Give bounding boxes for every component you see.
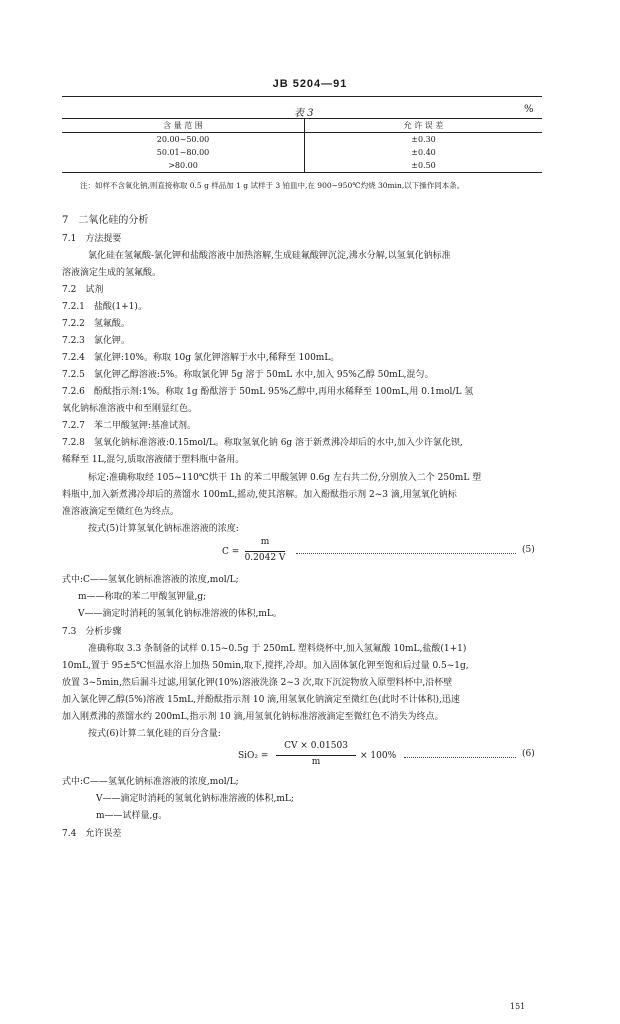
- table-header-range: 含 量 范 围: [62, 119, 305, 133]
- formula-5-lhs: C =: [222, 547, 240, 557]
- formula-5-where: V——滴定时消耗的氢氧化钠标准溶液的体积,mL。: [78, 609, 282, 619]
- calibration-line: 按式(5)计算氢氧化钠标准溶液的浓度:: [88, 524, 239, 534]
- section-7-4-title: 7.4 允许误差: [62, 829, 122, 839]
- procedure-line: 加入氯化钾乙醇(5%)溶液 15mL,并酚酞指示剂 10 滴,用氢氧化钠滴定至微红色(此时不计体积),迅速: [62, 695, 460, 705]
- formula-6-where: V——滴定时消耗的氢氧化钠标准溶液的体积,mL;: [96, 794, 294, 804]
- method-summary-line: 溶液滴定生成的氢氟酸。: [62, 268, 162, 278]
- formula-6-where: m——试样量,g。: [96, 811, 168, 821]
- table-header-tolerance: 允 许 误 差: [305, 119, 543, 133]
- reagent-item: 7.2.3 氯化钾。: [62, 336, 130, 346]
- section-7-2-title: 7.2 试剂: [62, 285, 104, 295]
- procedure-line: 按式(6)计算二氧化硅的百分含量:: [88, 729, 221, 739]
- formula-6-denominator: m: [311, 757, 321, 767]
- page-number: 151: [510, 1002, 526, 1011]
- table-cell-tolerance: ±0.40: [411, 148, 436, 157]
- formula-5-where: 式中:C——氢氧化钠标准溶液的浓度,mol/L;: [62, 575, 239, 585]
- formula-6-lhs: SiO₂ =: [238, 751, 269, 761]
- section-7-title: 7 二氧化硅的分析: [62, 215, 149, 226]
- reagent-continuation: 稀释至 1L,混匀,质取溶液储于塑料瓶中备用。: [62, 455, 245, 465]
- procedure-line: 放置 3~5min,然后漏斗过滤,用氯化钾(10%)溶液洗涤 2~3 次,取下沉淀物放入原塑料杯中,沿杯壁: [62, 678, 453, 688]
- table-cell-range: 20.00~50.00: [62, 133, 305, 147]
- method-summary-line: 氯化硅在氢氟酸-氯化钾和盐酸溶液中加热溶解,生成硅氟酸钾沉淀,沸水分解,以氢氧化钠标准: [88, 251, 451, 261]
- table-row: [62, 146, 542, 159]
- table-caption: 表 3: [294, 108, 314, 119]
- table-cell-tolerance: ±0.30: [411, 135, 436, 144]
- table-row: [62, 159, 542, 173]
- reagent-continuation: 氧化钠标准溶液中和至刚显红色。: [62, 404, 198, 414]
- table-cell-tolerance: ±0.50: [411, 161, 436, 170]
- section-7-1-title: 7.1 方法提要: [62, 234, 122, 244]
- calibration-line: 标定:准确称取经 105~110℃烘干 1h 的苯二甲酸氢钾 0.6g 左右共二份,分别放入二个 250mL 塑: [88, 473, 482, 483]
- table-cell-range: 50.01~80.00: [62, 146, 305, 159]
- reagent-item: 7.2.7 苯二甲酸氢钾:基准试剂。: [62, 421, 196, 431]
- reagent-item: 7.2.8 氢氧化钠标准溶液:0.15mol/L。称取氢氧化钠 6g 溶于新煮沸冷却后的水中,加入少许氯化钡,: [62, 438, 463, 448]
- formula-6-numerator: CV × 0.01503: [284, 741, 348, 751]
- reagent-item: 7.2.6 酚酞指示剂:1%。称取 1g 酚酞溶于 50mL 95%乙醇中,再用水稀释至 100mL,用 0.1mol/L 氢: [62, 387, 474, 397]
- header-rule: [62, 96, 542, 97]
- table-row: [62, 133, 542, 147]
- table-note: 注：如样不含氧化钠,则直接称取 0.5 g 样品加 1 g 试样于 3 铂皿中,在 900~950℃灼烧 30min,以下操作同本条。: [80, 181, 465, 190]
- calibration-line: 料瓶中,加入新煮沸冷却后的蒸馏水 100mL,摇动,使其溶解。加入酚酞指示剂 2~3 滴,用氢氧化钠标: [62, 490, 457, 500]
- tolerance-table: [62, 118, 542, 173]
- standard-header: JB 5204—91: [272, 78, 348, 90]
- formula-6-where: 式中:C——氢氧化钠标准溶液的浓度,mol/L;: [62, 777, 239, 787]
- section-7-3-title: 7.3 分析步骤: [62, 627, 122, 637]
- formula-5-numerator: m: [260, 537, 270, 547]
- reagent-item: 7.2.5 氯化钾乙醇溶液:5%。称取氯化钾 5g 溶于 50mL 水中,加入 95%乙醇 50mL,混匀。: [62, 370, 434, 380]
- procedure-line: 准确称取 3.3 条制备的试样 0.15~0.5g 于 250mL 塑料烧杯中,加入氢氟酸 10mL,盐酸(1+1): [88, 644, 467, 654]
- reagent-item: 7.2.2 氢氟酸。: [62, 319, 130, 329]
- formula-6-tail: × 100%: [360, 751, 397, 761]
- formula-5-label: (5): [522, 545, 535, 555]
- formula-6-label: (6): [522, 749, 535, 759]
- table-cell-range: >80.00: [62, 159, 305, 173]
- formula-5-denominator: 0.2042 V: [244, 553, 286, 563]
- table-unit: %: [524, 104, 534, 115]
- reagent-item: 7.2.1 盐酸(1+1)。: [62, 302, 147, 312]
- formula-6-leader: [404, 757, 516, 758]
- formula-5-where: m——称取的苯二甲酸氢钾量,g;: [78, 592, 207, 602]
- procedure-line: 10mL,置于 95±5℃恒温水浴上加热 50min,取下,搅拌,冷却。加入固体氯化钾至饱和后过量 0.5~1g,: [62, 661, 469, 671]
- procedure-line: 加入刚煮沸的蒸馏水约 200mL,指示剂 10 滴,用氢氧化钠标准溶液滴定至微红色不消失为终点。: [62, 712, 444, 722]
- calibration-line: 准溶液滴定至微红色为终点。: [62, 507, 180, 517]
- formula-5-fraction-bar: [245, 551, 285, 552]
- reagent-item: 7.2.4 氯化钾:10%。称取 10g 氯化钾溶解于水中,稀释至 100mL。: [62, 353, 340, 363]
- formula-5-leader: [296, 553, 516, 554]
- table-header-row: [62, 119, 542, 133]
- formula-6-fraction-bar: [276, 755, 356, 756]
